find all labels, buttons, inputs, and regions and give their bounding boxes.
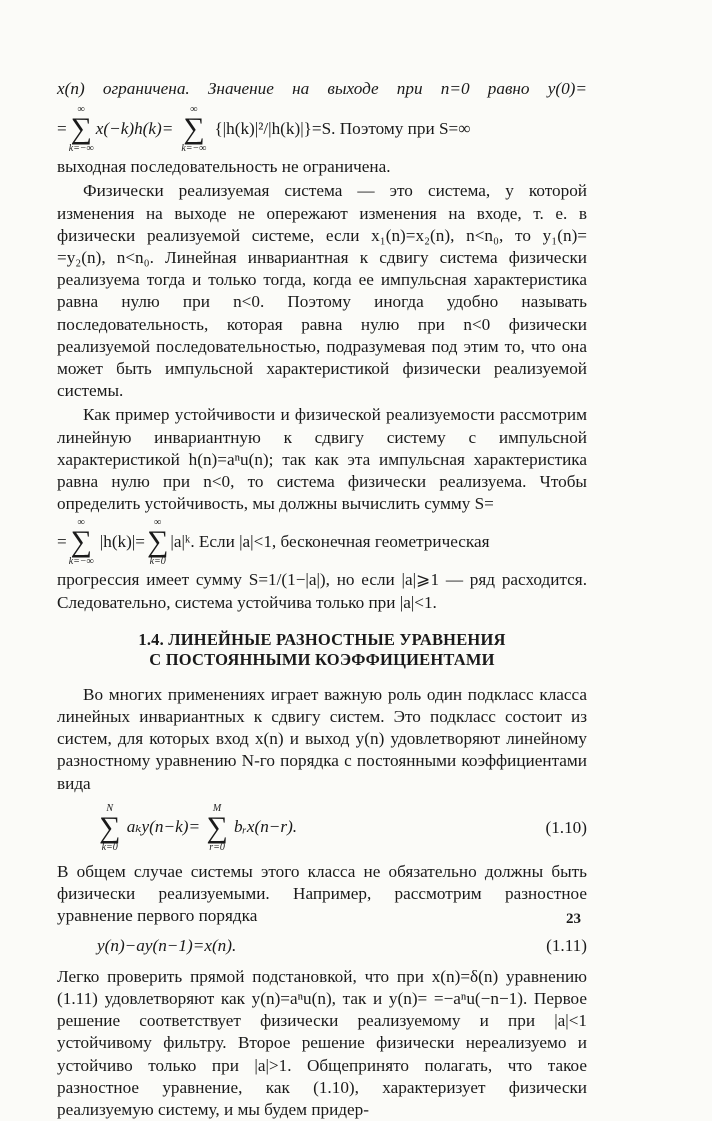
eq-term: y(n)−ay(n−1)=x(n). bbox=[97, 936, 237, 956]
sum-lower-limit: k=0 bbox=[149, 556, 166, 568]
text-line-3: выходная последовательность не ограничена. bbox=[57, 157, 391, 177]
equation-line-sum-s bbox=[57, 104, 587, 154]
eq-prefix: = bbox=[57, 532, 67, 552]
sum-lower-limit: k=−∞ bbox=[68, 556, 94, 568]
sum-lower-limit: k=−∞ bbox=[181, 143, 207, 155]
eq-prefix: = bbox=[57, 119, 67, 139]
section-heading bbox=[57, 630, 587, 670]
paragraph-realizable: Физически реализуемая система — это система, у которой изменения на выходе не опережают изменения на входе, т. е. в физически реализуемой системе, если x₁(n)=x₂(n), n<n₀, то y₁(n)= =y₂(n), n<n₀. Линейная инвариантная к сдвигу система физически реализуема тогда и только тогда, когда ее импульсная характеристика равна нулю при n<0. Поэтому иногда удобно называть последовательность, которая равна нулю при n<0 физически реализуемой последовательностью, подразумевая под этим то, что она может быть импульсной характеристикой физически реализуемой системы. bbox=[57, 181, 587, 401]
equation-body bbox=[97, 935, 546, 957]
sum-upper-limit: ∞ bbox=[154, 517, 162, 529]
paragraph-subclass: Во многих применениях играет важную роль один подкласс класса линейных инвариантных к сдвигу систем. Это подкласс состоит из систем, для которых вход x(n) и выход y(n) удовлетворяют линейному разностному уравнению N-го порядка с постоянными коэффициентами вида bbox=[57, 684, 587, 793]
eq-term: bᵣx(n−r). bbox=[234, 816, 298, 836]
paragraph-general-case: В общем случае системы этого класса не обязательно должны быть физически реализуемыми. Например, рассмотрим разностное уравнение первого порядка bbox=[57, 861, 587, 926]
sum-upper-limit: ∞ bbox=[190, 104, 198, 116]
paragraph-example-end: прогрессия имеет сумму S=1/(1−|a|), но если |a|⩾1 — ряд расходится. Следовательно, система устойчива только при |a|<1. bbox=[57, 570, 587, 612]
paragraph-verify: Легко проверить прямой подстановкой, что при x(n)=δ(n) уравнению (1.11) удовлетворяют как y(n)=aⁿu(n), так и y(n)= =−aⁿu(−n−1). Первое решение соответствует физически реализуемому и при |a|<1 устойчивому фильтру. Второе решение физически нереализуемо и устойчиво только при |a|>1. Общепринято полагать, что такое разностное уравнение, как (1.10), характеризует физически реализуемую систему, и мы будем придер- bbox=[57, 966, 587, 1119]
eq-term: |a|ᵏ. Если |a|<1, бесконечная геометрическая bbox=[170, 532, 490, 552]
sum-lower-limit: k=−∞ bbox=[68, 143, 94, 155]
sum-symbol-a: ∞ ∑ k=−∞ bbox=[68, 517, 94, 568]
paragraph-example: Как пример устойчивости и физической реализуемости рассмотрим линейную инвариантную к сдвигу систему с импульсной характеристикой h(n)=aⁿu(n); так как эта импульсная характеристика равна нулю при n<0, то система физически реализуема. Чтобы определить устойчивость, мы должны вычислить сумму S= bbox=[57, 405, 587, 514]
sum-symbol-b: ∞ ∑ k=0 bbox=[147, 517, 169, 568]
sum-symbol-a: N ∑ k=0 bbox=[99, 802, 121, 853]
equation-body bbox=[97, 803, 545, 853]
eq-term: |h(k)|= bbox=[99, 532, 145, 552]
eq-term: x(−k)h(k)= bbox=[95, 119, 174, 139]
section-heading-line-1: 1.4. ЛИНЕЙНЫЕ РАЗНОСТНЫЕ УРАВНЕНИЯ bbox=[138, 629, 506, 649]
sum-upper-limit: M bbox=[212, 802, 222, 814]
page-body bbox=[57, 78, 587, 1121]
text-line-1: x(n) ограничена. Значение на выходе при n=0 равно y(0)= bbox=[57, 79, 587, 98]
equation-line-geometric bbox=[57, 517, 587, 567]
sum-lower-limit: r=0 bbox=[209, 841, 225, 853]
sum-upper-limit: ∞ bbox=[77, 104, 85, 116]
equation-number: (1.11) bbox=[546, 936, 587, 956]
sum-symbol-b: ∞ ∑ k=−∞ bbox=[181, 104, 207, 155]
equation-1-11 bbox=[97, 935, 587, 957]
equation-number: (1.10) bbox=[545, 817, 587, 837]
sum-upper-limit: N bbox=[106, 802, 114, 814]
sum-symbol-a: ∞ ∑ k=−∞ bbox=[68, 104, 94, 155]
eq-term: aₖy(n−k)= bbox=[126, 816, 201, 836]
sum-upper-limit: ∞ bbox=[77, 517, 85, 529]
equation-1-10 bbox=[97, 803, 587, 853]
sum-lower-limit: k=0 bbox=[101, 841, 118, 853]
section-heading-line-2: С ПОСТОЯННЫМИ КОЭФФИЦИЕНТАМИ bbox=[149, 649, 495, 669]
sum-symbol-b: M ∑ r=0 bbox=[206, 802, 228, 853]
eq-term: {|h(k)|²/|h(k)|}=S. Поэтому при S=∞ bbox=[214, 119, 471, 139]
page-number: 23 bbox=[566, 911, 581, 927]
